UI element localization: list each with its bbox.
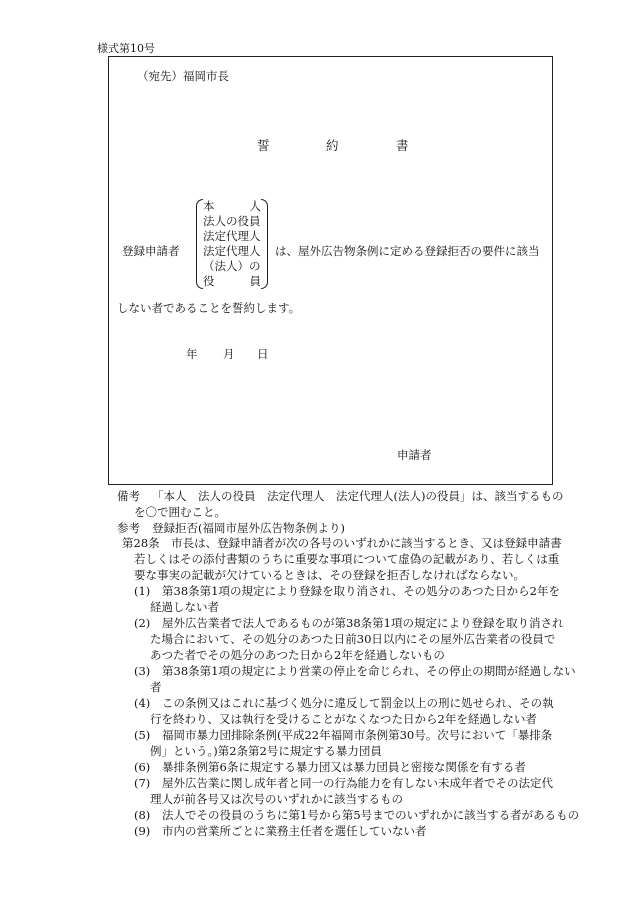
role-option-honnin[interactable] [203, 199, 261, 214]
item-line: た場合において、その処分のあつた日前30日以内にその屋外広告業者の役員で [150, 632, 556, 646]
item-number: (9) [134, 824, 151, 838]
item-line: この条例又はこれに基づく処分に違反して罰金以上の刑に処せられ、その執 [162, 696, 554, 710]
item-number: (8) [134, 808, 151, 822]
oath-text-line-1: は、屋外広告物条例に定める登録拒否の要件に該当 [275, 244, 540, 258]
oath-text-line-2: しない者であることを誓約します。 [117, 301, 301, 315]
role-text: 人 [249, 199, 261, 213]
signer-label: 申請者 [397, 448, 432, 462]
role-option-hojin-yakuin[interactable] [203, 214, 261, 229]
item-number: (6) [134, 760, 151, 774]
item-line: あつた者でその処分のあつた日から2年を経過しないもの [150, 648, 445, 662]
item-number: (1) [134, 584, 151, 598]
role-text: 法定代理人 [203, 229, 261, 243]
item-line: 市内の営業所ごとに業務主任者を選任していない者 [162, 824, 427, 838]
item-line: 例」という。)第2条第2号に規定する暴力団員 [150, 744, 382, 758]
item-line: 理人が前各号又は次号のいずれかに該当するもの [150, 792, 403, 806]
role-option-yakuin [203, 274, 261, 289]
date-day-label: 日 [257, 347, 269, 361]
item-line: 屋外広告業者で法人であるものが第38条第1項の規定により登録を取り消され [162, 616, 564, 630]
date-year-label: 年 [186, 347, 198, 361]
item-line: 法人でその役員のうちに第1号から第5号までのいずれかに該当する者があるもの [162, 808, 580, 822]
biko-line-2: を〇で囲むこと。 [134, 505, 226, 519]
article-line-1: 第28条 市長は、登録申請者が次の各号のいずれかに該当するとき、又は登録申請書 [122, 536, 562, 550]
left-bracket [196, 199, 203, 289]
biko-line-1: 「本人 法人の役員 法定代理人 法定代理人(法人)の役員」は、該当するもの [152, 489, 564, 503]
addressee: （宛先）福岡市長 [137, 69, 229, 83]
item-line: 第38条第1項の規定により営業の停止を命じられ、その停止の期間が経過しない [162, 664, 576, 678]
item-line: 屋外広告業に関し成年者と同一の行為能力を有しない未成年者でその法定代 [162, 776, 553, 790]
item-number: (7) [134, 776, 151, 790]
role-list [203, 199, 261, 289]
role-text: （法人）の [203, 259, 261, 273]
item-number: (5) [134, 728, 151, 742]
item-line: 暴排条例第6条に規定する暴力団又は暴力団員と密接な関係を有する者 [162, 760, 526, 774]
right-bracket [261, 199, 268, 289]
title-char-2: 約 [326, 138, 339, 153]
item-line: 行を終わり、又は執行を受けることがなくなつた日から2年を経過しない者 [150, 712, 537, 726]
role-option-hotei-dairinin-hojin[interactable] [203, 244, 261, 259]
applicant-role-options [196, 199, 268, 291]
role-text: 役 [203, 274, 215, 288]
article-line-2: 若しくはその添付書類のうちに重要な事項について虚偽の記載があり、若しくは重 [134, 552, 560, 566]
article-line-3: 要な事実の記載が欠けているときは、その登録を拒否しなければならない。 [134, 568, 525, 582]
role-option-hotei-dairinin[interactable] [203, 229, 261, 244]
oath-form-frame [108, 56, 553, 485]
item-number: (3) [134, 664, 151, 678]
item-number: (4) [134, 696, 151, 710]
sanko-label: 参考 [117, 521, 140, 535]
item-line: 第38条第1項の規定により登録を取り消され、その処分のあつた日から2年を [162, 584, 560, 598]
sanko-title: 登録拒否(福岡市屋外広告物条例より) [152, 521, 345, 535]
role-text: 本 [203, 199, 215, 213]
title-char-1: 誓 [257, 138, 270, 153]
item-line: 者 [150, 680, 162, 694]
role-text: 員 [249, 274, 261, 288]
item-number: (2) [134, 616, 151, 630]
title-char-3: 書 [396, 138, 409, 153]
biko-label: 備考 [117, 489, 140, 503]
role-option-hojin-no [203, 259, 261, 274]
item-line: 福岡市暴力団排除条例(平成22年福岡市条例第30号。次号において「暴排条 [162, 728, 553, 742]
applicant-label: 登録申請者 [122, 244, 180, 258]
item-line: 経過しない者 [150, 600, 219, 614]
role-text: 法人の役員 [203, 214, 261, 228]
form-number: 様式第10号 [97, 42, 155, 55]
date-month-label: 月 [223, 347, 235, 361]
role-text: 法定代理人 [203, 244, 261, 258]
